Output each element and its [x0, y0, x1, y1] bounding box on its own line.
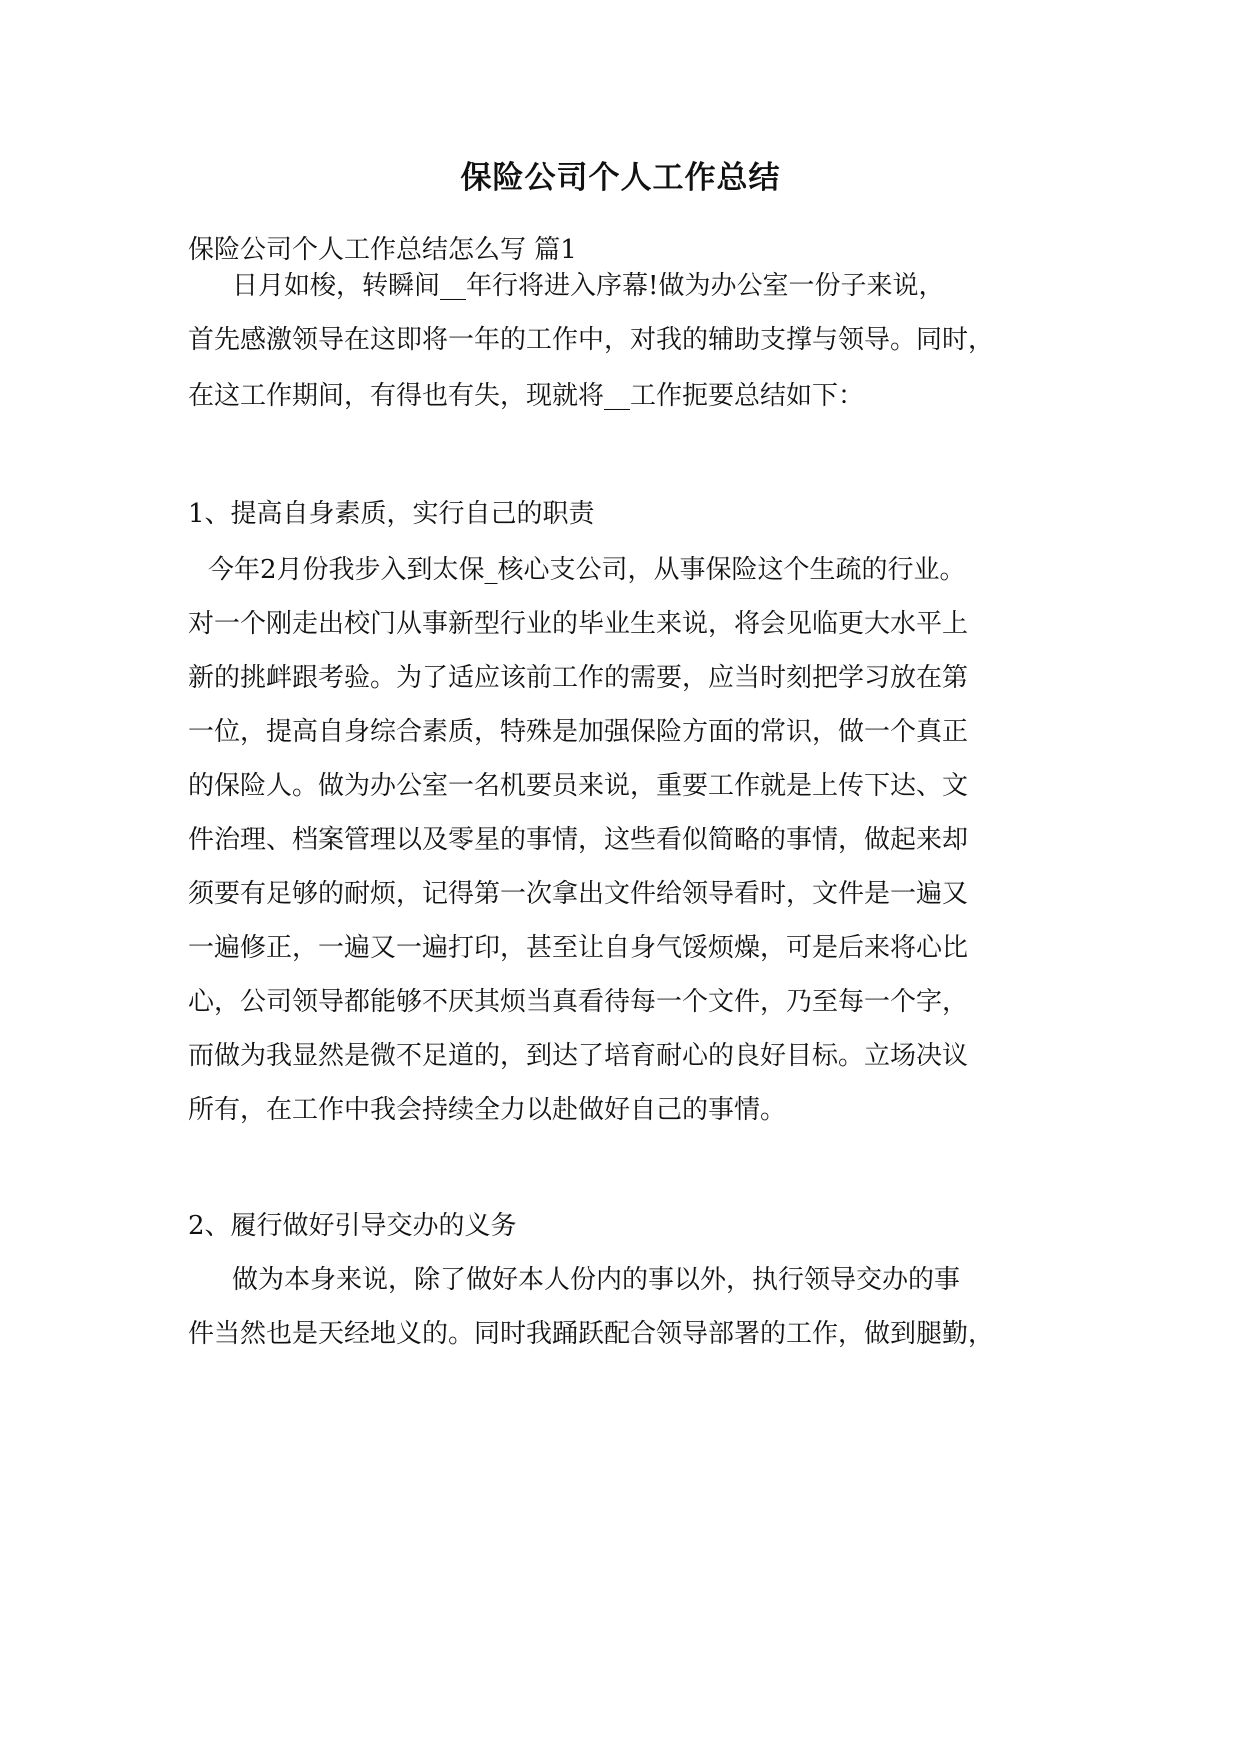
intro-line-1: 日月如梭，转瞬间__年行将进入序幕!做为办公室一份子来说，: [232, 271, 945, 301]
section-1-heading: 1、提高自身素质，实行自己的职责: [188, 499, 595, 529]
section-1-line-11: 所有，在工作中我会持续全力以赴做好自己的事情。: [188, 1095, 787, 1125]
section-1-line-9: 心，公司领导都能够不厌其烦当真看待每一个文件，乃至每一个字，: [188, 987, 969, 1017]
section-1-line-7: 须要有足够的耐烦，记得第一次拿出文件给领导看时，文件是一遍又: [188, 879, 969, 909]
intro-line-2: 首先感激领导在这即将一年的工作中，对我的辅助支撑与领导。同时，: [188, 325, 995, 355]
document-subtitle: 保险公司个人工作总结怎么写 篇1: [188, 235, 577, 265]
document-title: 保险公司个人工作总结: [460, 160, 781, 196]
intro-line-3: 在这工作期间，有得也有失，现就将__工作扼要总结如下：: [188, 381, 865, 411]
section-1-line-4: 一位，提高自身综合素质，特殊是加强保险方面的常识，做一个真正: [188, 717, 969, 747]
section-2-line-2: 件当然也是天经地义的。同时我踊跃配合领导部署的工作，做到腿勤，: [188, 1319, 995, 1349]
section-1-line-1: 今年2月份我步入到太保_核心支公司，从事保险这个生疏的行业。: [208, 555, 966, 585]
section-1-line-6: 件治理、档案管理以及零星的事情，这些看似简略的事情，做起来却: [188, 825, 969, 855]
section-1-line-8: 一遍修正，一遍又一遍打印，甚至让自身气馁烦燥，可是后来将心比: [188, 933, 969, 963]
section-1-line-10: 而做为我显然是微不足道的，到达了培育耐心的良好目标。立场决议: [188, 1041, 969, 1071]
section-2-line-1: 做为本身来说，除了做好本人份内的事以外，执行领导交办的事: [232, 1265, 961, 1295]
section-1-line-5: 的保险人。做为办公室一名机要员来说，重要工作就是上传下达、文: [188, 771, 969, 801]
section-2-heading: 2、履行做好引导交办的义务: [188, 1211, 517, 1241]
section-1-line-2: 对一个刚走出校门从事新型行业的毕业生来说，将会见临更大水平上: [188, 609, 969, 639]
section-1-line-3: 新的挑衅跟考验。为了适应该前工作的需要，应当时刻把学习放在第: [188, 663, 969, 693]
